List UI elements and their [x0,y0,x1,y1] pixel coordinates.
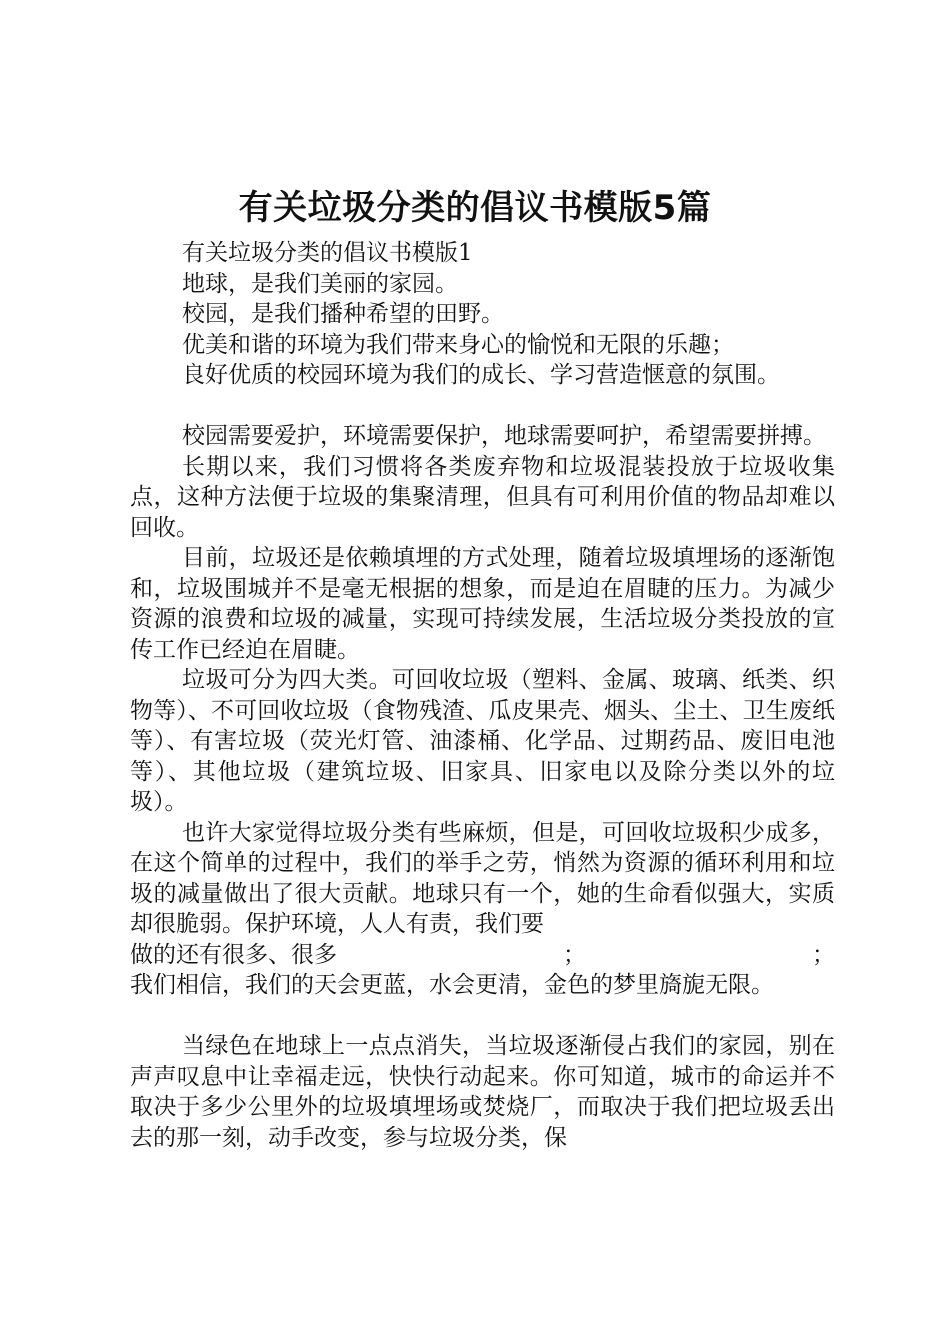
split-line [130,940,835,971]
paragraph: 目前，垃圾还是依赖填埋的方式处理，随着垃圾填埋场的逐渐饱和，垃圾围城并不是毫无根据的想象，而是迫在眉睫的压力。为减少资源的浪费和垃圾的减量，实现可持续发展，生活垃圾分类投放的宣传工作已经迫在眉睫。 [130,545,835,663]
document-body [130,238,835,1153]
paragraph: 也许大家觉得垃圾分类有些麻烦，但是，可回收垃圾积少成多，在这个简单的过程中，我们的举手之劳，悄然为资源的循环利用和垃圾的减量做出了很大贡献。地球只有一个，她的生命看似强大，实质却很脆弱。保护环境，人人有责，我们要 [130,819,835,937]
paragraph: 当绿色在地球上一点点消失，当垃圾逐渐侵占我们的家园，别在声声叹息中让幸福走远，快快行动起来。你可知道，城市的命运并不取决于多少公里外的垃圾填埋场或焚烧厂，而取决于我们把垃圾丢出去的那一刻，动手改变，参与垃圾分类，保 [130,1033,835,1151]
subtitle-line: 有关垃圾分类的倡议书模版1 [182,240,473,266]
paragraph: 垃圾可分为四大类。可回收垃圾（塑料、金属、玻璃、纸类、织物等）、不可回收垃圾（食物残渣、瓜皮果壳、烟头、尘土、卫生废纸等）、有害垃圾（荧光灯管、油漆桶、化学品、过期药品、废旧电池等）、其他垃圾（建筑垃圾、旧家具、旧家电以及除分类以外的垃圾）。 [130,667,835,815]
split-line-mark: ； [563,941,586,968]
split-line-mark: ； [812,941,835,968]
intro-line: 良好优质的校园环境为我们的成长、学习营造惬意的氛围。 [182,362,780,388]
blank-line [130,391,835,422]
split-line-text: 做的还有很多、很多 [130,941,337,968]
intro-line: 地球，是我们美丽的家园。 [182,270,458,297]
document-title: 有关垃圾分类的倡议书模版5篇 [238,188,712,228]
intro-line: 优美和谐的环境为我们带来身心的愉悦和无限的乐趣； [182,331,734,358]
blank-line [130,1001,835,1032]
intro-line: 校园，是我们播种希望的田野。 [182,301,504,327]
paragraph: 校园需要爱护，环境需要保护，地球需要呵护，希望需要拼搏。 [182,423,826,449]
closing-line: 我们相信，我们的天会更蓝，水会更清，金色的梦里旖旎无限。 [130,972,774,998]
paragraph: 长期以来，我们习惯将各类废弃物和垃圾混装投放于垃圾收集点，这种方法便于垃圾的集聚清理，但具有可利用价值的物品却难以回收。 [130,453,835,541]
